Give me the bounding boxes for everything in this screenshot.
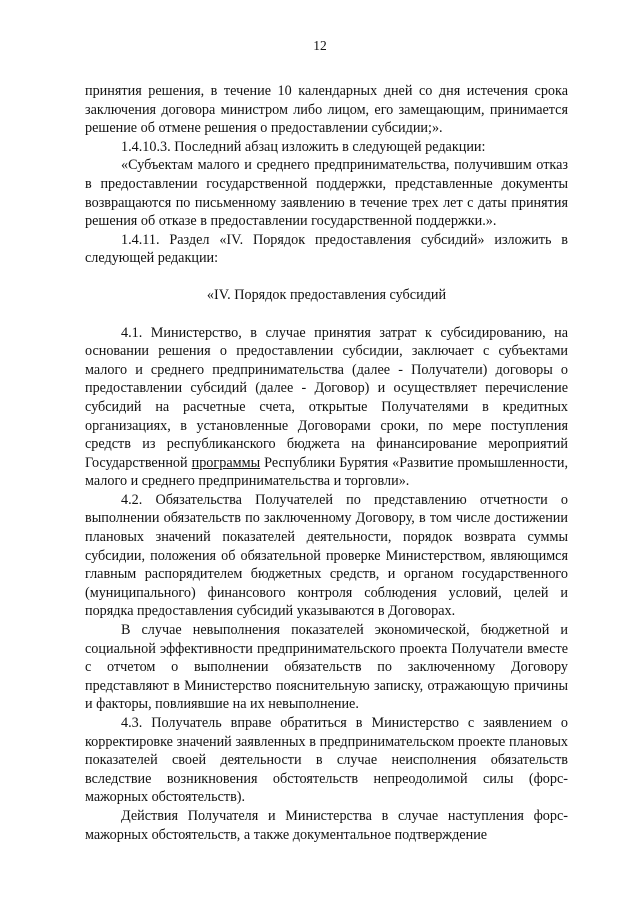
paragraph-4-1 bbox=[85, 324, 568, 491]
paragraph-4-2: 4.2. Обязательства Получателей по представлению отчетности о выполнении обязательств по заключенному Договору, в том числе достижении плановых значений показателей деятельности, порядок возврата суммы субсидии, положения об обязательной проверке Министерством, являющимся главным распорядителем бюджетных средств, и органом государственного (муниципального) финансового контроля соблюдения условий, целей и порядка предоставления субсидий указываются в Договорах. bbox=[85, 491, 568, 620]
paragraph-quoted-refusal-text: «Субъектам малого и среднего предпринимательства, получившим отказ в предоставлении государственной поддержки, представленные документы возвращаются по письменному заявлению в течение трех лет с даты принятия решения об отказе в предоставлении государственной поддержки.». bbox=[85, 157, 568, 230]
paragraph-amendment-1-4-10-3: 1.4.10.3. Последний абзац изложить в следующей редакции: bbox=[121, 138, 486, 155]
program-link[interactable]: программы bbox=[191, 454, 261, 471]
page-number: 12 bbox=[313, 38, 327, 53]
document-body bbox=[85, 82, 568, 844]
paragraph-4-1-text-start: 4.1. Министерство, в случае принятия затрат к субсидированию, на основании решения о предоставлении субсидии, заключает с субъектами малого и среднего предпринимательства (далее - Получатели) договоры о предоставлении субсидий (далее - Договор) и осуществляет перечисление субсидий на расчетные счета, открытые Получателями в кредитных организациях, в установленные Договорами сроки, по мере поступления средств из республиканского бюджета на финансирование мероприятий Государственной bbox=[85, 324, 568, 471]
paragraph-non-fulfillment: В случае невыполнения показателей экономической, бюджетной и социальной эффективности предпринимательского проекта Получатели вместе с отчетом о выполнении обязательств по заключенному Договору представляют в Министерство пояснительную записку, отражающую причины и факторы, повлиявшие на их невыполнение. bbox=[85, 622, 568, 713]
paragraph-decision-cancellation: принятия решения, в течение 10 календарных дней со дня истечения срока заключения договора министром либо лицом, его замещающим, принимается решение об отмене решения о предоставлении субсидии;». bbox=[85, 83, 568, 137]
paragraph-amendment-1-4-11: 1.4.11. Раздел «IV. Порядок предоставления субсидий» изложить в следующей редакции: bbox=[85, 231, 568, 267]
paragraph-4-3: 4.3. Получатель вправе обратиться в Министерство с заявлением о корректировке значений заявленных в предпринимательском проекте плановых показателей своей деятельности в случае неисполнения обязательств вследствие возникновения обстоятельств непреодолимой силы (форс-мажорных обстоятельств). bbox=[85, 715, 568, 806]
paragraph-4-1-text-end: Республики Бурятия «Развитие промышленности, малого и среднего предпринимательства и торговли». bbox=[85, 454, 569, 490]
section-heading: «IV. Порядок предоставления субсидий bbox=[206, 286, 447, 303]
paragraph-force-majeure: Действия Получателя и Министерства в случае наступления форс-мажорных обстоятельств, а также документальное подтверждение bbox=[85, 807, 568, 843]
